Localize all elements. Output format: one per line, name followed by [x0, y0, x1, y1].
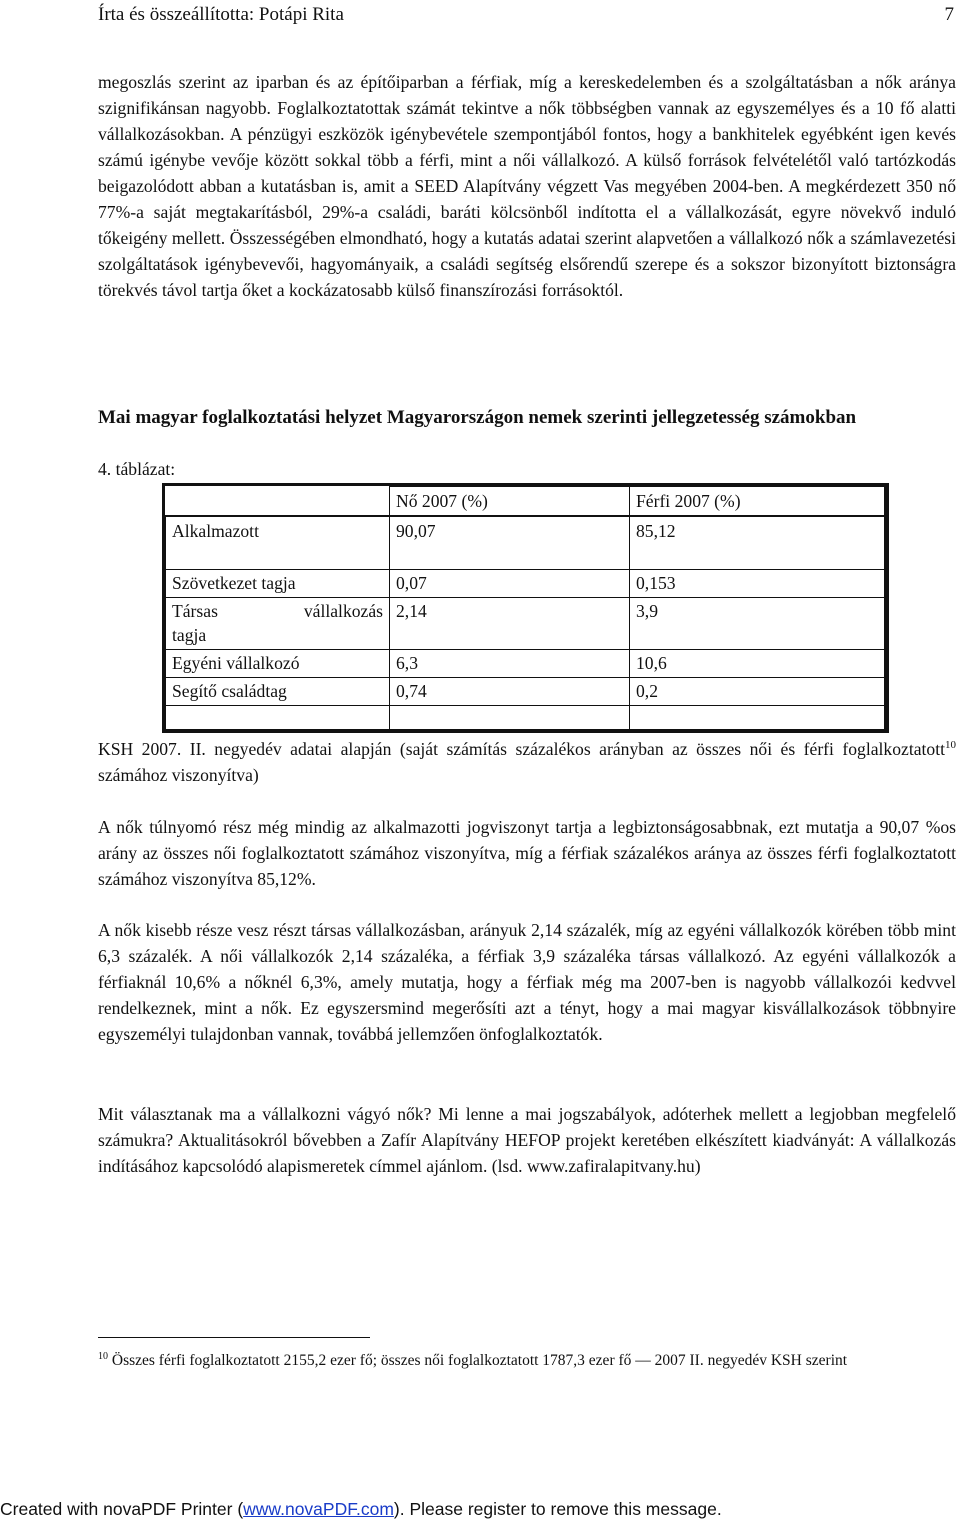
- source-note: [98, 736, 956, 788]
- header-author: Írta és összeállította: Potápi Rita: [98, 4, 344, 25]
- table-row: [166, 570, 885, 598]
- table-header-row: [166, 487, 885, 517]
- table-row: [166, 516, 885, 570]
- watermark-tail: ). Please register to remove this message.: [393, 1499, 722, 1519]
- table-header-empty: [166, 487, 390, 517]
- table-row: [166, 598, 885, 650]
- empty-cell: [630, 706, 885, 733]
- paragraph-4: Mit választanak ma a vállalkozni vágyó nők? Mi lenne a mai jogszabályok, adóterhek mellett a legjobban megfelelő számukra? Aktualitásokról bővebben a Zafír Alapítvány HEFOP projekt keretében elkészített kiadványát: A vállalkozás indításához kapcsolódó alapismeretek címmel ajánlom. (lsd. www.zafiralapitvany.hu): [98, 1104, 956, 1176]
- empty-cell: [166, 706, 390, 733]
- row-label-part: vállalkozás: [303, 601, 383, 621]
- female-value: 0,07: [390, 570, 630, 598]
- male-value: 3,9: [630, 598, 885, 650]
- row-label: Szövetkezet tagja: [166, 570, 390, 598]
- footnote-ref[interactable]: 10: [945, 739, 956, 751]
- source-note-text: KSH 2007. II. negyedév adatai alapján (saját számítás százalékos arányban az összes női és férfi foglalkoztatott: [98, 739, 945, 759]
- male-value: 85,12: [630, 516, 885, 570]
- row-label-part: Társas: [172, 601, 218, 621]
- row-label: Egyéni vállalkozó: [166, 650, 390, 678]
- table-row-empty: [166, 706, 885, 733]
- section-heading: Mai magyar foglalkoztatási helyzet Magyarországon nemek szerinti jellegzetesség számokban: [98, 407, 857, 428]
- footnote-text: Összes férfi foglalkoztatott 2155,2 ezer fő; összes női foglalkoztatott 1787,3 ezer fő — 2007 II. negyedév KSH szerint: [108, 1352, 848, 1369]
- footnote-number: 10: [98, 1351, 108, 1362]
- paragraph-1: megoszlás szerint az iparban és az építőiparban a férfiak, míg a kereskedelemben és a szolgáltatásban a nők aránya szignifikánsan nagyobb. Foglalkoztatottak számát tekintve a nők többségben vannak az egyszemélyes és a 10 fő alatti vállalkozásokban. A pénzügyi eszközök igénybevétele szempontjából fontos, hogy a bankhitelek egyébként igen kevés számú igénybe vevője között sokkal több a férfi, mint a női vállalkozó. A külső források felvételétől való tartózkodás beigazolódott abban a kutatásban is, amit a SEED Alapítvány végzett Vas megyében 2004-ben. A megkérdezett 350 nő 77%-a saját megtakarításból, 29%-a családi, baráti kölcsönből indította el a vállalkozását, egyre növekvő induló tőkeigény mellett. Összességében elmondható, hogy a kutatás adatai szerint alapvetően a vállalkozó nők a számlavezetési szolgáltatások igénybevevői, hagyományaik, a családi segítség elsőrendű szerepe és a sokszor bizonyított biztonságra törekvés távol tartja őket a kockázatosabb külső finanszírozási forrásoktól.: [98, 72, 956, 300]
- row-label-part: tagja: [172, 625, 207, 645]
- row-label: [166, 598, 390, 650]
- employment-table-grid: [165, 486, 885, 733]
- female-value: 6,3: [390, 650, 630, 678]
- source-note-tail: számához viszonyítva): [98, 765, 259, 785]
- footnote: [98, 1350, 956, 1372]
- row-label: Alkalmazott: [166, 516, 390, 570]
- table-label: 4. táblázat:: [98, 459, 176, 479]
- paragraph-2: A nők túlnyomó rész még mindig az alkalmazotti jogviszonyt tartja a legbiztonságosabbnak, ezt mutatja a 90,07 %os arány az összes női foglalkoztatott számához viszonyítva, míg a férfiak százalékos aránya az összes férfi foglalkoztatott számához viszonyítva 85,12%.: [98, 817, 956, 889]
- female-value: 90,07: [390, 516, 630, 570]
- table-header-male: Férfi 2007 (%): [630, 487, 885, 517]
- watermark-link[interactable]: www.novaPDF.com: [243, 1499, 394, 1519]
- female-value: 0,74: [390, 678, 630, 706]
- female-value: 2,14: [390, 598, 630, 650]
- empty-cell: [390, 706, 630, 733]
- employment-table: [162, 483, 889, 733]
- male-value: 10,6: [630, 650, 885, 678]
- table-row: [166, 678, 885, 706]
- watermark: [0, 1499, 722, 1520]
- table-row: [166, 650, 885, 678]
- row-label: Segítő családtag: [166, 678, 390, 706]
- table-header-female: Nő 2007 (%): [390, 487, 630, 517]
- paragraph-3: A nők kisebb része vesz részt társas vállalkozásban, arányuk 2,14 százalék, míg az egyéni vállalkozók körében több mint 6,3 százalék. A női vállalkozók 2,14 százaléka, a férfiak 3,9 százaléka társas vállalkozó. Az egyéni vállalkozók a férfiaknál 10,6% a nőknél 6,3%, amely mutatja, hogy a férfiak még ma 2007-ben is nagyobb vállalkozói kedvvel rendelkeznek, mint a nők. Ez egyszersmind megerősíti azt a tényt, hogy a mai magyar kisvállalkozások többnyire egyszemélyi tulajdonban vannak, továbbá jellemzően önfoglalkoztatók.: [98, 920, 956, 1044]
- male-value: 0,153: [630, 570, 885, 598]
- male-value: 0,2: [630, 678, 885, 706]
- watermark-text: Created with novaPDF Printer (: [0, 1499, 244, 1519]
- footnote-divider: [98, 1337, 370, 1338]
- page-number: 7: [944, 4, 954, 25]
- page-header: [98, 4, 960, 28]
